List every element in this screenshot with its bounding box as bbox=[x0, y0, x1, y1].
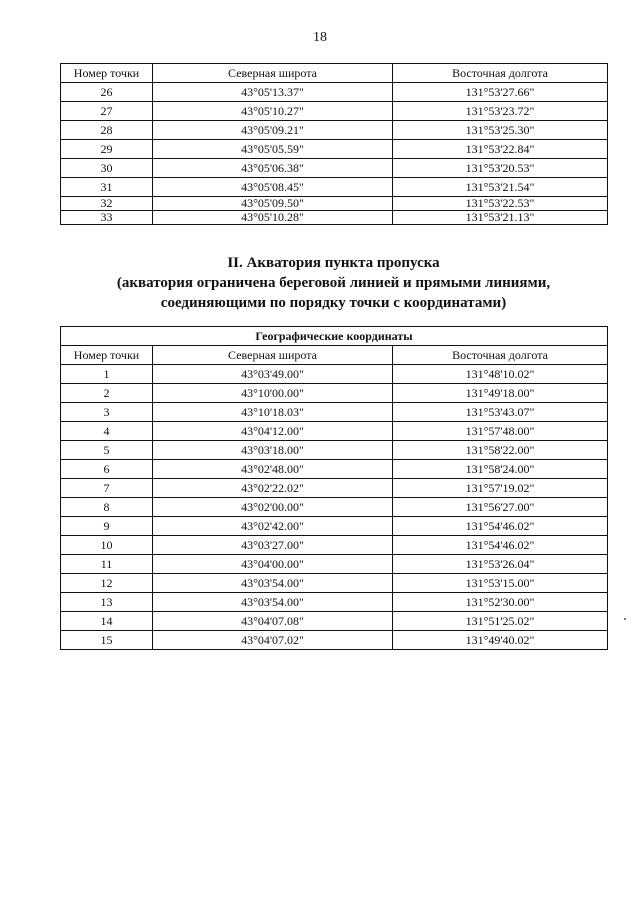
cell-east-longitude: 131°53'23.72" bbox=[393, 102, 608, 121]
page-number: 18 bbox=[313, 30, 327, 45]
header-point-number: Номер точки bbox=[61, 346, 153, 365]
cell-east-longitude: 131°53'22.53" bbox=[393, 197, 608, 211]
cell-north-latitude: 43°02'00.00" bbox=[153, 498, 393, 517]
table-header-row bbox=[61, 346, 608, 365]
cell-north-latitude: 43°03'49.00" bbox=[153, 365, 393, 384]
cell-east-longitude: 131°58'24.00" bbox=[393, 460, 608, 479]
cell-east-longitude: 131°56'27.00" bbox=[393, 498, 608, 517]
cell-north-latitude: 43°10'18.03" bbox=[153, 403, 393, 422]
cell-east-longitude: 131°54'46.02" bbox=[393, 536, 608, 555]
table-row bbox=[61, 178, 608, 197]
table-row bbox=[61, 498, 608, 517]
table-row bbox=[61, 197, 608, 211]
coordinates-table-continued bbox=[60, 63, 608, 225]
cell-point-number: 1 bbox=[61, 365, 153, 384]
table-title: Географические координаты bbox=[61, 327, 608, 346]
cell-north-latitude: 43°05'09.50" bbox=[153, 197, 393, 211]
cell-point-number: 29 bbox=[61, 140, 153, 159]
cell-point-number: 7 bbox=[61, 479, 153, 498]
table-header-row bbox=[61, 64, 608, 83]
cell-east-longitude: 131°49'18.00" bbox=[393, 384, 608, 403]
cell-east-longitude: 131°58'22.00" bbox=[393, 441, 608, 460]
header-north-latitude: Северная широта bbox=[153, 346, 393, 365]
header-east-longitude: Восточная долгота bbox=[393, 64, 608, 83]
cell-point-number: 2 bbox=[61, 384, 153, 403]
table-row bbox=[61, 536, 608, 555]
header-point-number: Номер точки bbox=[61, 64, 153, 83]
cell-point-number: 13 bbox=[61, 593, 153, 612]
cell-point-number: 5 bbox=[61, 441, 153, 460]
cell-east-longitude: 131°53'43.07" bbox=[393, 403, 608, 422]
cell-east-longitude: 131°51'25.02" bbox=[393, 612, 608, 631]
cell-point-number: 10 bbox=[61, 536, 153, 555]
cell-north-latitude: 43°05'05.59" bbox=[153, 140, 393, 159]
table-row bbox=[61, 159, 608, 178]
cell-point-number: 28 bbox=[61, 121, 153, 140]
cell-north-latitude: 43°03'54.00" bbox=[153, 574, 393, 593]
header-east-longitude: Восточная долгота bbox=[393, 346, 608, 365]
cell-east-longitude: 131°57'48.00" bbox=[393, 422, 608, 441]
cell-point-number: 11 bbox=[61, 555, 153, 574]
cell-north-latitude: 43°02'48.00" bbox=[153, 460, 393, 479]
cell-north-latitude: 43°03'54.00" bbox=[153, 593, 393, 612]
cell-east-longitude: 131°53'15.00" bbox=[393, 574, 608, 593]
cell-point-number: 8 bbox=[61, 498, 153, 517]
table-row bbox=[61, 460, 608, 479]
cell-east-longitude: 131°48'10.02" bbox=[393, 365, 608, 384]
section-subtitle-line-1: (акватория ограничена береговой линией и прямыми линиями, bbox=[116, 275, 551, 291]
cell-point-number: 33 bbox=[61, 211, 153, 225]
scan-speck bbox=[624, 618, 626, 620]
table-row bbox=[61, 102, 608, 121]
cell-point-number: 31 bbox=[61, 178, 153, 197]
cell-point-number: 9 bbox=[61, 517, 153, 536]
cell-point-number: 3 bbox=[61, 403, 153, 422]
cell-east-longitude: 131°57'19.02" bbox=[393, 479, 608, 498]
table-row bbox=[61, 140, 608, 159]
cell-east-longitude: 131°53'25.30" bbox=[393, 121, 608, 140]
table-row bbox=[61, 517, 608, 536]
table-row bbox=[61, 403, 608, 422]
cell-point-number: 12 bbox=[61, 574, 153, 593]
cell-north-latitude: 43°05'08.45" bbox=[153, 178, 393, 197]
table-row bbox=[61, 441, 608, 460]
cell-north-latitude: 43°02'42.00" bbox=[153, 517, 393, 536]
cell-east-longitude: 131°53'21.13" bbox=[393, 211, 608, 225]
cell-point-number: 32 bbox=[61, 197, 153, 211]
cell-east-longitude: 131°53'27.66" bbox=[393, 83, 608, 102]
cell-north-latitude: 43°05'06.38" bbox=[153, 159, 393, 178]
table-row bbox=[61, 574, 608, 593]
table-row bbox=[61, 83, 608, 102]
section-heading bbox=[60, 253, 607, 313]
cell-north-latitude: 43°04'12.00" bbox=[153, 422, 393, 441]
header-north-latitude: Северная широта bbox=[153, 64, 393, 83]
cell-north-latitude: 43°02'22.02" bbox=[153, 479, 393, 498]
cell-north-latitude: 43°10'00.00" bbox=[153, 384, 393, 403]
table-row bbox=[61, 555, 608, 574]
cell-point-number: 6 bbox=[61, 460, 153, 479]
cell-point-number: 26 bbox=[61, 83, 153, 102]
cell-east-longitude: 131°53'21.54" bbox=[393, 178, 608, 197]
cell-point-number: 4 bbox=[61, 422, 153, 441]
table-body bbox=[61, 83, 608, 225]
table-row bbox=[61, 593, 608, 612]
cell-north-latitude: 43°05'10.27" bbox=[153, 102, 393, 121]
cell-east-longitude: 131°52'30.00" bbox=[393, 593, 608, 612]
cell-point-number: 15 bbox=[61, 631, 153, 650]
cell-east-longitude: 131°49'40.02" bbox=[393, 631, 608, 650]
table-row bbox=[61, 211, 608, 225]
cell-east-longitude: 131°54'46.02" bbox=[393, 517, 608, 536]
table-row bbox=[61, 365, 608, 384]
cell-north-latitude: 43°04'00.00" bbox=[153, 555, 393, 574]
cell-north-latitude: 43°04'07.08" bbox=[153, 612, 393, 631]
table-row bbox=[61, 384, 608, 403]
cell-north-latitude: 43°05'10.28" bbox=[153, 211, 393, 225]
cell-north-latitude: 43°05'13.37" bbox=[153, 83, 393, 102]
table-row bbox=[61, 631, 608, 650]
cell-north-latitude: 43°03'27.00" bbox=[153, 536, 393, 555]
cell-north-latitude: 43°05'09.21" bbox=[153, 121, 393, 140]
section-subtitle-line-2: соединяющими по порядку точки с координатами) bbox=[160, 295, 507, 311]
cell-north-latitude: 43°04'07.02" bbox=[153, 631, 393, 650]
table-row bbox=[61, 612, 608, 631]
cell-east-longitude: 131°53'26.04" bbox=[393, 555, 608, 574]
table-row bbox=[61, 121, 608, 140]
table-body bbox=[61, 365, 608, 650]
cell-point-number: 27 bbox=[61, 102, 153, 121]
table-title-row bbox=[61, 327, 608, 346]
table-row bbox=[61, 422, 608, 441]
cell-point-number: 30 bbox=[61, 159, 153, 178]
cell-north-latitude: 43°03'18.00" bbox=[153, 441, 393, 460]
table-row bbox=[61, 479, 608, 498]
cell-east-longitude: 131°53'22.84" bbox=[393, 140, 608, 159]
geographic-coordinates-table bbox=[60, 326, 608, 650]
cell-east-longitude: 131°53'20.53" bbox=[393, 159, 608, 178]
cell-point-number: 14 bbox=[61, 612, 153, 631]
section-title: II. Акватория пункта пропуска bbox=[227, 255, 440, 271]
